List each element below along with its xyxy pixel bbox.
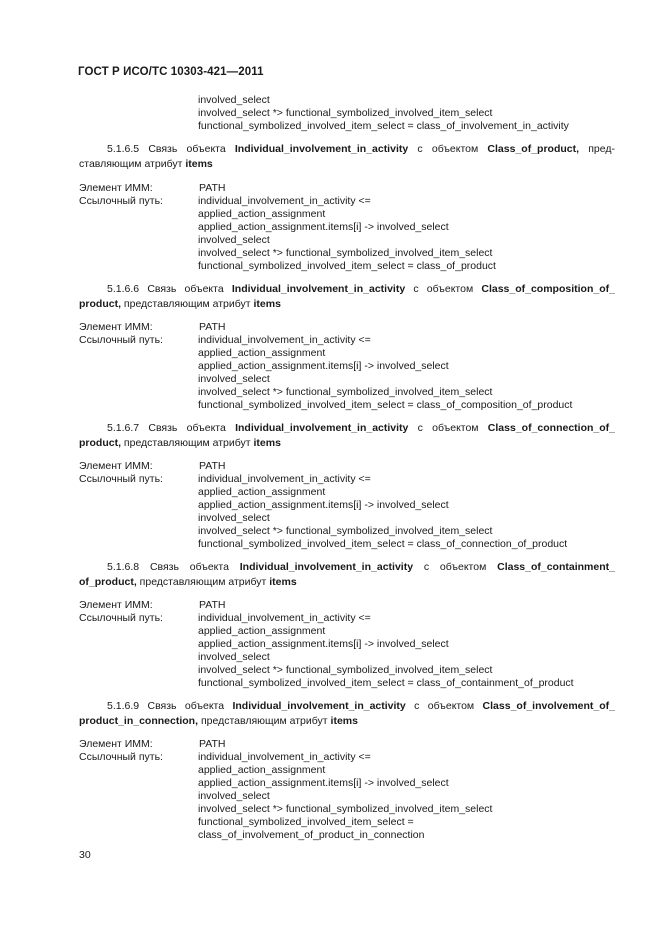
reference-path-label: Ссылочный путь: [79, 612, 163, 624]
path-line: individual_involvement_in_activity <= [198, 195, 371, 207]
page-number: 30 [79, 849, 91, 861]
path-line: involved_select [198, 373, 270, 385]
path-line: functional_symbolized_involved_item_select = class_of_containment_of_product [198, 677, 574, 689]
aim-element-value: PATH [199, 738, 226, 750]
section-heading-5-1-6-7 [79, 421, 615, 450]
path-line: individual_involvement_in_activity <= [198, 473, 371, 485]
aim-element-label: Элемент ИММ: [79, 460, 153, 472]
aim-element-value: PATH [199, 460, 226, 472]
reference-path [198, 751, 492, 842]
heading-line-1: 5.1.6.7 Связь объекта Individual_involvement_in_activity с объектом Class_of_connection_of_ [107, 422, 615, 434]
path-line: functional_symbolized_involved_item_select = class_of_composition_of_product [198, 399, 573, 411]
aim-element-value: PATH [199, 599, 226, 611]
heading-line-2: ставляющим атрибут items [79, 157, 213, 170]
reference-path [198, 195, 496, 273]
path-line: involved_select *> functional_symbolized_involved_item_select [198, 525, 493, 537]
path-line: applied_action_assignment.items[i] -> involved_select [198, 777, 449, 789]
aim-element-value: PATH [199, 182, 226, 194]
path-line: involved_select [198, 234, 270, 246]
section-heading-5-1-6-9 [79, 699, 615, 728]
path-line: applied_action_assignment.items[i] -> involved_select [198, 221, 449, 233]
reference-path-label: Ссылочный путь: [79, 473, 163, 485]
section-heading-5-1-6-8 [79, 560, 615, 589]
aim-element-label: Элемент ИММ: [79, 599, 153, 611]
path-line: applied_action_assignment [198, 625, 326, 637]
heading-line-2: product_in_connection, представляющим атрибут items [79, 714, 358, 727]
path-line: applied_action_assignment.items[i] -> involved_select [198, 360, 449, 372]
aim-element-label: Элемент ИММ: [79, 182, 153, 194]
reference-path [198, 612, 574, 690]
path-line: involved_select [198, 790, 270, 802]
section-heading-5-1-6-5 [79, 142, 615, 171]
path-line: involved_select [198, 94, 270, 106]
document-header: ГОСТ Р ИСО/ТС 10303-421—2011 [78, 66, 264, 78]
path-line: involved_select *> functional_symbolized_involved_item_select [198, 247, 493, 259]
continued-path [198, 94, 569, 133]
reference-path [198, 334, 572, 412]
path-line: involved_select *> functional_symbolized_involved_item_select [198, 107, 493, 119]
section-heading-5-1-6-6 [79, 282, 615, 311]
path-line: class_of_involvement_of_product_in_connection [198, 829, 425, 841]
heading-line-2: product, представляющим атрибут items [79, 297, 281, 310]
path-line: functional_symbolized_involved_item_select = class_of_involvement_in_activity [198, 120, 569, 132]
heading-line-1: 5.1.6.8 Связь объекта Individual_involvement_in_activity с объектом Class_of_containment_ [107, 561, 615, 573]
path-line: functional_symbolized_involved_item_select = class_of_product [198, 260, 496, 272]
reference-path-label: Ссылочный путь: [79, 334, 163, 346]
path-line: involved_select *> functional_symbolized_involved_item_select [198, 664, 493, 676]
path-line: individual_involvement_in_activity <= [198, 612, 371, 624]
path-line: applied_action_assignment [198, 486, 326, 498]
path-line: involved_select [198, 512, 270, 524]
aim-element-label: Элемент ИММ: [79, 321, 153, 333]
path-line: involved_select *> functional_symbolized_involved_item_select [198, 803, 493, 815]
heading-line-2: of_product, представляющим атрибут items [79, 575, 297, 588]
reference-path-label: Ссылочный путь: [79, 751, 163, 763]
reference-path-label: Ссылочный путь: [79, 195, 163, 207]
path-line: individual_involvement_in_activity <= [198, 334, 371, 346]
path-line: applied_action_assignment [198, 347, 326, 359]
path-line: applied_action_assignment.items[i] -> involved_select [198, 499, 449, 511]
heading-line-1: 5.1.6.6 Связь объекта Individual_involvement_in_activity с объектом Class_of_composition_of_ [107, 283, 615, 295]
path-line: applied_action_assignment [198, 208, 326, 220]
path-line: applied_action_assignment [198, 764, 326, 776]
path-line: involved_select *> functional_symbolized_involved_item_select [198, 386, 493, 398]
path-line: individual_involvement_in_activity <= [198, 751, 371, 763]
heading-line-1: 5.1.6.9 Связь объекта Individual_involvement_in_activity с объектом Class_of_involvement_of_ [107, 700, 616, 712]
aim-element-value: PATH [199, 321, 226, 333]
path-line: functional_symbolized_involved_item_select = class_of_connection_of_product [198, 538, 568, 550]
aim-element-label: Элемент ИММ: [79, 738, 153, 750]
path-line: applied_action_assignment.items[i] -> involved_select [198, 638, 449, 650]
heading-line-1: 5.1.6.5 Связь объекта Individual_involvement_in_activity с объектом Class_of_product, пред- [107, 143, 615, 155]
path-line: functional_symbolized_involved_item_select = [198, 816, 414, 828]
heading-line-2: product, представляющим атрибут items [79, 436, 281, 449]
reference-path [198, 473, 567, 551]
path-line: involved_select [198, 651, 270, 663]
